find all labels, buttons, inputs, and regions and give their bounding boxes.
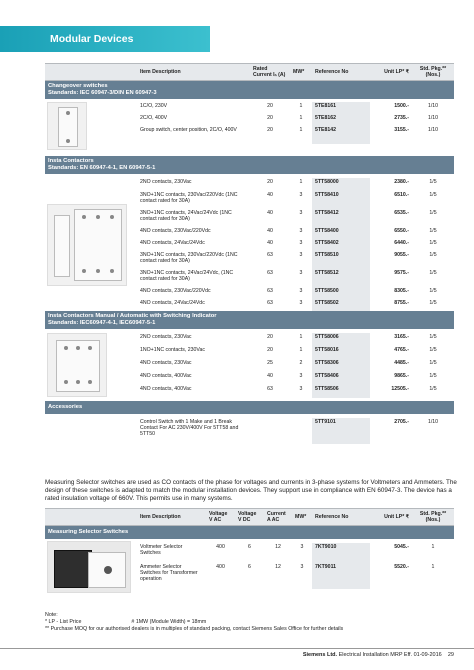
row-std-pkg: 1/10 [427,103,439,109]
row-mw: 3 [299,300,303,306]
row-reference: 5TT58400 [312,227,370,239]
row-description: 3NO+1NC contacts, 230Vac/220Vdc (1NC contact rated for 30A) [140,252,238,265]
row-current-ac: 12 [275,564,281,570]
row-rated-current: 20 [267,334,273,340]
section-title: Insta Contactors Manual / Automatic with Switching Indicator [48,313,217,319]
row-list-price: 6550.- [394,228,409,234]
row-list-price: 2735.- [394,115,409,121]
row-voltage-ac: 400 [216,564,225,570]
changeover-switch-image [47,102,87,150]
section-subtitle: Standards: IEC60947-4-1, IEC60947-5-1 [48,320,156,326]
footer-brand: Siemens Ltd. [302,652,338,658]
row-list-price: 9055.- [394,252,409,258]
row-rated-current: 40 [267,373,273,379]
section-insta-contactors-manual [45,311,454,329]
row-description: 2NO contacts, 230Vac [140,179,192,185]
row-rated-current: 20 [267,103,273,109]
header-current-ac: Current A AC [267,511,286,523]
row-reference: 5TT58500 [312,287,370,299]
row-list-price: 4765.- [394,347,409,353]
row-mw: 1 [299,179,303,185]
row-rated-current: 40 [267,210,273,216]
row-list-price: 6535.- [394,210,409,216]
header-rated-current: Rated Current Iₙ (A) [253,66,286,78]
row-list-price: 1500.- [394,103,409,109]
measuring-selector-paragraph: Measuring Selector switches are used as CO contacts of the phase for voltages and currents in 3-phase systems for Voltmeters and Ammeters. The design of these switches is adapted to match the modular installation devices. They support use in compliance with EN 60947-3. The device has a rated insulation voltage of 660V. This permits use in many systems. [45,479,457,503]
row-list-price: 8305.- [394,288,409,294]
section-insta-contactors [45,156,454,174]
table-row [45,102,454,114]
page-number: 29 [447,652,454,658]
row-mw: 3 [299,373,303,379]
section-accessories [45,401,454,414]
row-description: 3NO+1NC contacts, 24Vac/24Vdc, (1NC contact rated for 30A) [140,270,234,283]
row-rated-current: 63 [267,386,273,392]
row-mw: 3 [299,288,303,294]
row-std-pkg: 1/5 [429,179,437,185]
table-header [45,63,454,81]
row-std-pkg: 1/5 [429,288,437,294]
header-unit-lp: Unit LP* ₹ [384,514,409,520]
row-std-pkg: 1/5 [429,228,437,234]
row-mw: 3 [300,544,304,550]
footer-text: Electrical Installation MRP Eff. 01-09-2016 [338,652,442,658]
row-list-price: 6440.- [394,240,409,246]
row-std-pkg: 1/5 [429,347,437,353]
row-description: 4NO contacts, 400Vac [140,373,192,379]
section-title: Accessories [48,404,83,410]
row-mw: 3 [299,240,303,246]
row-reference: 5TT58406 [312,372,370,385]
note-module-width: # 1MW (Module Width) = 18mm [131,619,207,625]
section-body [45,329,454,401]
row-std-pkg: 1/10 [427,115,439,121]
price-table [45,63,454,450]
row-rated-current [250,418,290,444]
row-description: 1C/O, 230V [140,103,168,109]
row-description: Voltmeter Selector Switches [140,544,183,557]
row-mw: 3 [299,252,303,258]
section-subtitle: Standards: EN 60947-4-1, EN 60947-5-1 [48,165,156,171]
row-reference: 5TT58412 [312,209,370,227]
row-rated-current: 20 [267,347,273,353]
page-footer [0,648,474,658]
row-reference: 7KT9010 [312,543,370,563]
row-std-pkg: 1/5 [429,334,437,340]
row-list-price: 4485.- [394,360,409,366]
note-purchase-moq: ** Purchase MOQ for our authorised dealers is in multiples of standard packing, contact Siemens Sales Office for further details [45,626,344,632]
row-reference: 5TE8161 [312,102,370,114]
row-list-price: 2705.- [394,419,409,425]
row-rated-current: 63 [267,300,273,306]
header-reference-no: Reference No [312,509,370,525]
header-item-description: Item Description [140,69,181,75]
row-rated-current: 20 [267,127,273,133]
row-mw: 3 [299,210,303,216]
table-row [45,418,454,444]
row-mw [290,418,312,444]
row-mw: 1 [299,103,303,109]
row-std-pkg: 1/10 [427,419,439,425]
section-body [45,174,454,311]
row-reference: 7KT9011 [312,563,370,589]
row-list-price: 9575.- [394,270,409,276]
header-mw: MW* [293,69,305,75]
row-voltage-dc: 6 [248,564,251,570]
row-reference: 5TE8162 [312,114,370,126]
row-list-price: 9865.- [394,373,409,379]
row-reference: 5TT58512 [312,269,370,287]
section-body [45,99,454,156]
row-list-price: 5520.- [394,564,409,570]
row-std-pkg: 1/5 [429,300,437,306]
row-description: Control Switch with 1 Make and 1 Break Contact For AC 230V/400V For 5TT58 and 5TT50 [140,419,239,438]
insta-contactor-image [47,204,127,286]
row-rated-current: 40 [267,228,273,234]
section-title: Measuring Selector Switches [48,529,129,535]
header-mw: MW* [295,514,307,520]
row-description: 3NO+1NC contacts, 24Vac/24Vdc (1NC contact rated for 30A) [140,210,232,223]
row-std-pkg: 1/5 [429,270,437,276]
row-reference: 5TT58000 [312,178,370,191]
section-body [45,539,454,597]
row-list-price: 3155.- [394,127,409,133]
section-measuring-selector-switches [45,526,454,539]
section-changeover-switches [45,81,454,99]
row-description: Ammeter Selector Switches for Transformer operation [140,564,198,583]
row-std-pkg: 1/5 [429,373,437,379]
section-body [45,414,454,450]
row-std-pkg: 1 [431,564,435,570]
section-title: Insta Contactors [48,158,94,164]
row-rated-current: 63 [267,252,273,258]
row-mw: 3 [300,564,304,570]
row-reference: 5TT58006 [312,333,370,346]
row-reference: 5TT58016 [312,346,370,359]
row-description: 1NO+1NC contacts, 230Vac [140,347,205,353]
row-voltage-ac: 400 [216,544,225,550]
row-description: 4NO contacts, 24Vac/24Vdc [140,300,205,306]
measuring-selector-table [45,508,454,597]
row-rated-current: 40 [267,240,273,246]
table-row [45,287,454,299]
measuring-selector-image [47,541,131,593]
row-rated-current: 40 [267,192,273,198]
row-list-price: 5045.- [394,544,409,550]
row-reference: 5TT58402 [312,239,370,251]
row-std-pkg: 1/5 [429,210,437,216]
row-std-pkg: 1/10 [427,127,439,133]
row-description: 4NO contacts, 230Vac [140,360,192,366]
row-std-pkg: 1/5 [429,240,437,246]
section-banner: Modular Devices [0,26,210,52]
header-reference-no: Reference No [312,64,370,80]
row-list-price: 3165.- [394,334,409,340]
row-reference: 5TT9101 [312,418,370,444]
row-mw: 1 [299,127,303,133]
notes-label: Note: [45,612,58,618]
row-std-pkg: 1/5 [429,360,437,366]
row-mw: 3 [299,192,303,198]
row-list-price: 6510.- [394,192,409,198]
row-rated-current: 20 [267,115,273,121]
header-std-pkg: Std. Pkg.** (Nos.) [419,66,447,78]
header-item-description: Item Description [140,514,181,520]
row-description: Group switch, center position, 2C/O, 400V [140,127,237,133]
insta-contactor-manual-image [47,333,107,397]
row-rated-current: 63 [267,288,273,294]
row-std-pkg: 1/5 [429,192,437,198]
row-description: 4NO contacts, 24Vac/24Vdc [140,240,205,246]
row-description: 4NO contacts, 230Vac/220Vdc [140,288,211,294]
row-description: 2NO contacts, 230Vac [140,334,192,340]
row-rated-current: 20 [267,179,273,185]
row-reference: 5TT58510 [312,251,370,269]
row-rated-current: 63 [267,270,273,276]
row-mw: 1 [299,115,303,121]
notes [45,612,343,633]
header-std-pkg: Std. Pkg.** (Nos.) [419,511,447,523]
row-description: 4NO contacts, 400Vac [140,386,192,392]
note-list-price: * LP - List Price [45,619,82,625]
row-description: 4NO contacts, 230Vac/220Vdc [140,228,211,234]
row-list-price: 12505.- [391,386,409,392]
row-mw: 2 [299,360,303,366]
row-reference: 5TT58502 [312,299,370,311]
row-mw: 1 [299,334,303,340]
header-unit-lp: Unit LP* ₹ [384,69,409,75]
header-voltage-ac: Voltage V AC [209,511,228,523]
row-std-pkg: 1/5 [429,252,437,258]
row-reference: 5TE8142 [312,126,370,144]
table-row [45,299,454,311]
section-subtitle: Standards: IEC 60947-3/DIN EN 60947-3 [48,90,157,96]
row-description: 3NO+1NC contacts, 230Vac/220Vdc (1NC contact rated for 30A) [140,192,238,205]
row-std-pkg: 1/5 [429,386,437,392]
row-rated-current: 25 [267,360,273,366]
section-title: Changeover switches [48,83,108,89]
table-header [45,508,454,526]
row-list-price: 8755.- [394,300,409,306]
table-row [45,126,454,144]
row-mw: 3 [299,270,303,276]
row-std-pkg: 1 [431,544,435,550]
header-voltage-dc: Voltage V DC [238,511,257,523]
row-reference: 5TT58410 [312,191,370,209]
row-mw: 1 [299,347,303,353]
row-reference: 5TT58506 [312,385,370,398]
row-description: 2C/O, 400V [140,115,168,121]
table-row [45,114,454,126]
row-current-ac: 12 [275,544,281,550]
row-mw: 3 [299,228,303,234]
row-reference: 5TT58306 [312,359,370,372]
row-voltage-dc: 6 [248,544,251,550]
row-list-price: 2380.- [394,179,409,185]
table-row [45,178,454,191]
row-mw: 3 [299,386,303,392]
